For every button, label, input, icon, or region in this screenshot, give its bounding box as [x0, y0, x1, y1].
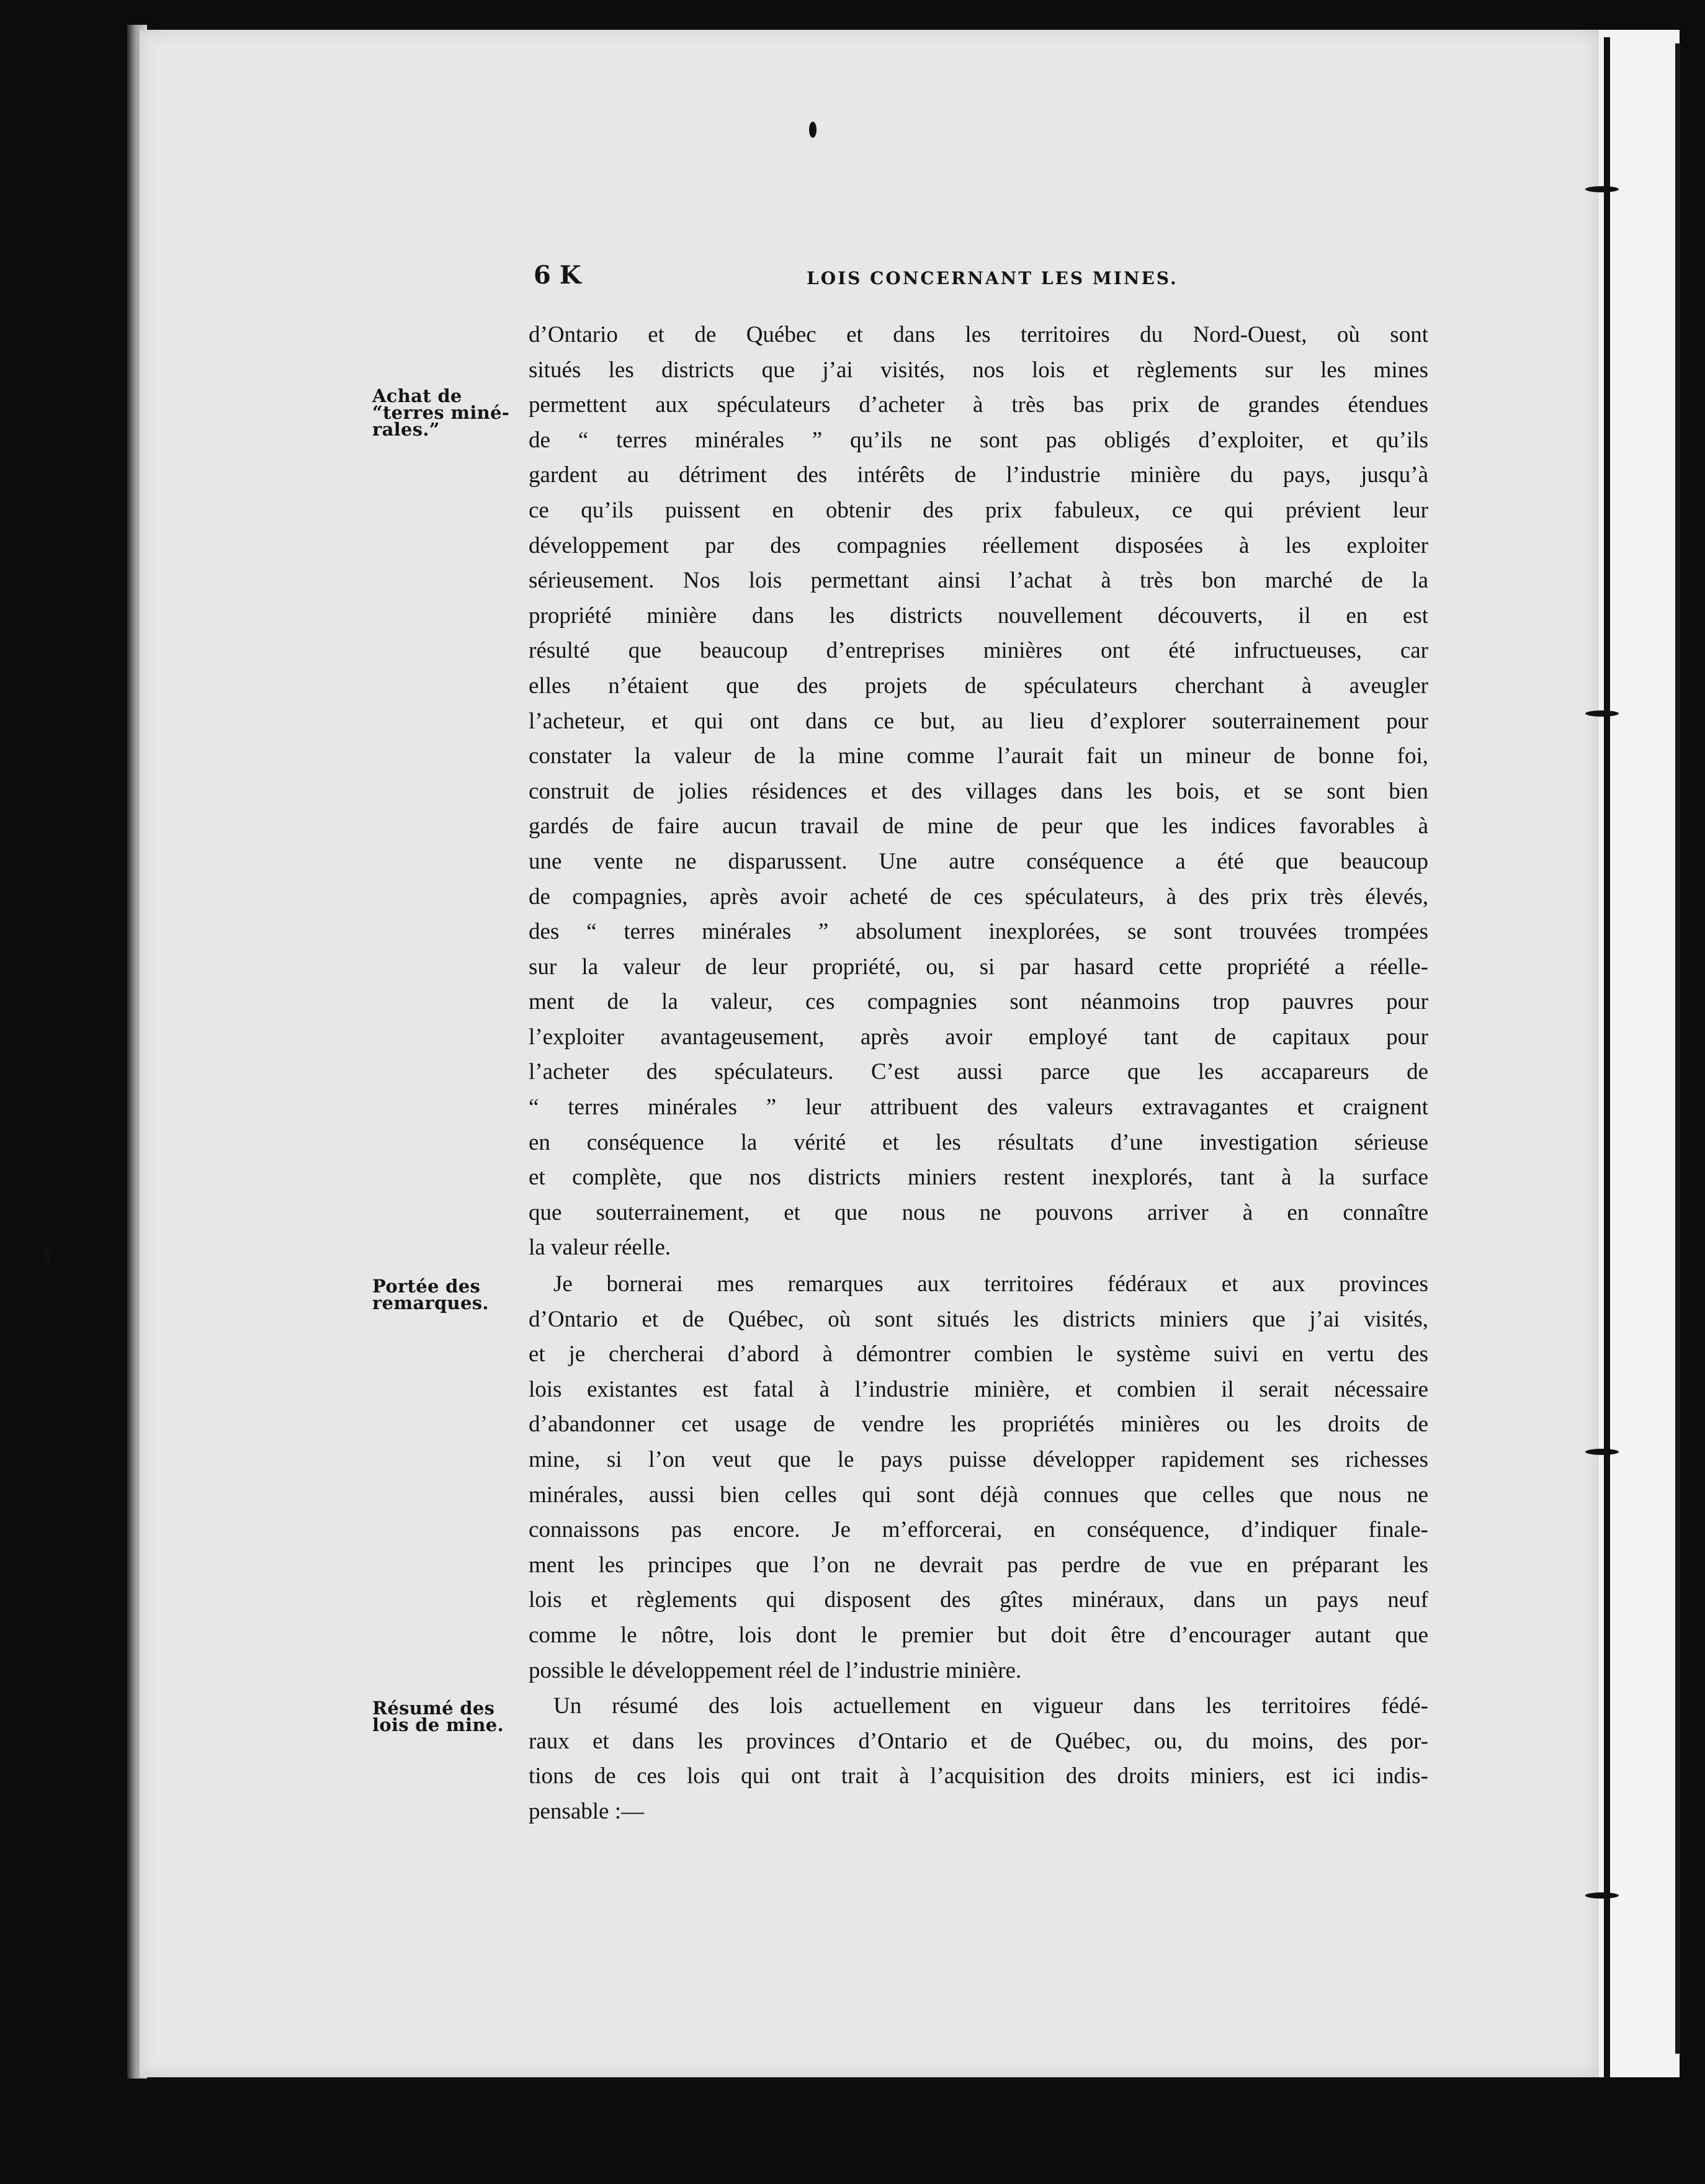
text-line: ment les principes que l’on ne devrait pas perdre de vue en préparant les	[529, 1552, 1428, 1578]
binding-tick	[1585, 186, 1619, 192]
text-line: situés les districts que j’ai visités, nos lois et règlements sur les mines	[529, 357, 1428, 383]
text-line: “ terres minérales ” leur attribuent des valeurs extravagantes et craignent	[529, 1094, 1428, 1121]
text-line: la valeur réelle.	[529, 1235, 671, 1261]
text-line: résulté que beaucoup d’entreprises minières ont été infructueuses, car	[529, 638, 1428, 664]
text-line: minérales, aussi bien celles qui sont déjà connues que celles que nous ne	[529, 1482, 1428, 1508]
paragraph-3	[529, 1689, 1428, 1829]
page-gutter	[1599, 30, 1680, 2077]
binding-line-outer	[1675, 43, 1680, 2054]
binding-line	[1604, 37, 1610, 2079]
ink-speck	[809, 122, 817, 138]
page-number: 6 K	[534, 261, 581, 290]
margin-note-achat: Achat de “terres miné-rales.”	[372, 385, 510, 440]
binding-tick	[1585, 1449, 1619, 1455]
text-line: tions de ces lois qui ont trait à l’acquisition des droits miniers, est ici indis-	[529, 1763, 1428, 1789]
text-line: et complète, que nos districts miniers restent inexplorés, tant à la surface	[529, 1165, 1428, 1191]
text-line: connaissons pas encore. Je m’efforcerai, en conséquence, d’indiquer finale-	[529, 1517, 1428, 1543]
paragraph-2	[529, 1267, 1428, 1688]
text-line: gardent au détriment des intérêts de l’industrie minière du pays, jusqu’à	[529, 462, 1428, 488]
text-line: Je bornerai mes remarques aux territoires fédéraux et aux provinces	[553, 1271, 1428, 1297]
running-title: LOIS CONCERNANT LES MINES.	[807, 268, 1178, 289]
text-line: sur la valeur de leur propriété, ou, si par hasard cette propriété a réelle-	[529, 954, 1428, 980]
text-line: développement par des compagnies réellement disposées à les exploiter	[529, 532, 1428, 558]
text-line: gardés de faire aucun travail de mine de peur que les indices favorables à	[529, 813, 1428, 839]
text-line: permettent aux spéculateurs d’acheter à très bas prix de grandes étendues	[529, 392, 1428, 418]
text-line: d’Ontario et de Québec, où sont situés les districts miniers que j’ai visités,	[529, 1306, 1428, 1332]
text-line: elles n’étaient que des projets de spéculateurs cherchant à aveugler	[529, 673, 1428, 699]
text-line: sérieusement. Nos lois permettant ainsi l’achat à très bon marché de la	[529, 568, 1428, 594]
text-line: de “ terres minérales ” qu’ils ne sont pas obligés d’exploiter, et qu’ils	[529, 427, 1428, 453]
text-line: propriété minière dans les districts nouvellement découverts, il en est	[529, 602, 1428, 629]
text-line: que souterrainement, et que nous ne pouvons arriver à en connaître	[529, 1199, 1428, 1225]
text-line: des “ terres minérales ” absolument inexplorées, se sont trouvées trompées	[529, 919, 1428, 945]
text-line: raux et dans les provinces d’Ontario et de Québec, ou, du moins, des por-	[529, 1728, 1428, 1754]
text-line: une vente ne disparussent. Une autre conséquence a été que beaucoup	[529, 848, 1428, 874]
text-line: de compagnies, après avoir acheté de ces spéculateurs, à des prix très élevés,	[529, 884, 1428, 910]
text-line: constater la valeur de la mine comme l’aurait fait un mineur de bonne foi,	[529, 743, 1428, 769]
text-line: ce qu’ils puissent en obtenir des prix fabuleux, ce qui prévient leur	[529, 497, 1428, 523]
ink-speck	[43, 1247, 51, 1266]
text-line: construit de jolies résidences et des villages dans les bois, et se sont bien	[529, 778, 1428, 804]
text-line: lois existantes est fatal à l’industrie minière, et combien il serait nécessaire	[529, 1376, 1428, 1402]
binding-tick	[1585, 710, 1619, 717]
running-head	[534, 261, 1427, 298]
text-line: l’acheteur, et qui ont dans ce but, au lieu d’explorer souterrainement pour	[529, 708, 1428, 734]
text-line: et je chercherai d’abord à démontrer combien le système suivi en vertu des	[529, 1341, 1428, 1367]
text-line: l’acheter des spéculateurs. C’est aussi parce que les accapareurs de	[529, 1059, 1428, 1085]
text-line: mine, si l’on veut que le pays puisse développer rapidement ses richesses	[529, 1446, 1428, 1472]
text-line: pensable :—	[529, 1798, 644, 1824]
binding-tick	[1585, 1892, 1619, 1899]
text-line: comme le nôtre, lois dont le premier but doit être d’encourager autant que	[529, 1622, 1428, 1648]
text-line: d’Ontario et de Québec et dans les territoires du Nord-Ouest, où sont	[529, 322, 1428, 347]
text-line: en conséquence la vérité et les résultats d’une investigation sérieuse	[529, 1129, 1428, 1155]
text-line: possible le développement réel de l’industrie minière.	[529, 1657, 1022, 1683]
paragraph-1	[529, 318, 1428, 1266]
text-line: ment de la valeur, ces compagnies sont néanmoins trop pauvres pour	[529, 989, 1428, 1015]
text-line: d’abandonner cet usage de vendre les propriétés minières ou les droits de	[529, 1412, 1428, 1438]
text-line: Un résumé des lois actuellement en vigueur dans les territoires fédé-	[553, 1693, 1428, 1719]
margin-note-portee: Portée des remarques.	[372, 1276, 489, 1314]
text-line: l’exploiter avantageusement, après avoir employé tant de capitaux pour	[529, 1024, 1428, 1050]
margin-note-resume: Résumé des lois de mine.	[372, 1698, 504, 1735]
text-line: lois et règlements qui disposent des gîtes minéraux, dans un pays neuf	[529, 1587, 1428, 1613]
